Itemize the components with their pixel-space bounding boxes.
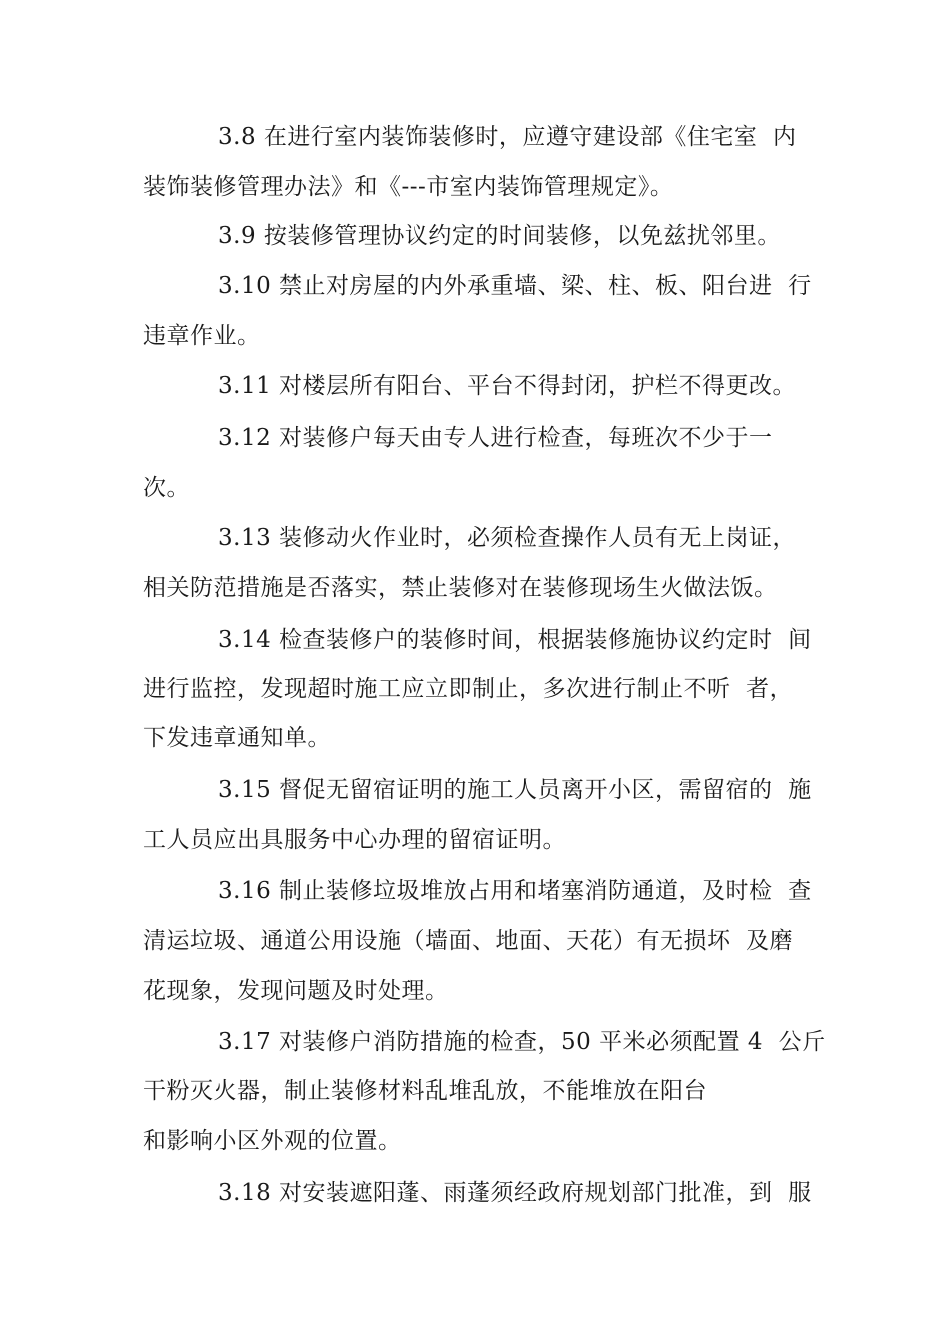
text-line: 3.16 制止装修垃圾堆放占用和堵塞消防通道，及时检 查	[218, 878, 812, 904]
text-line: 花现象，发现问题及时处理。	[143, 978, 449, 1004]
text-line: 违章作业。	[143, 323, 261, 349]
text-line: 次。	[143, 475, 190, 501]
text-line: 3.10 禁止对房屋的内外承重墙、梁、柱、板、阳台进 行	[218, 273, 812, 299]
text-line: 3.13 装修动火作业时，必须检查操作人员有无上岗证，	[218, 525, 797, 551]
text-line: 3.18 对安装遮阳蓬、雨蓬须经政府规划部门批准，到 服	[218, 1180, 812, 1206]
text-line: 3.11 对楼层所有阳台、平台不得封闭，护栏不得更改。	[218, 373, 797, 399]
text-line: 下发违章通知单。	[143, 725, 331, 751]
text-line: 3.17 对装修户消防措施的检查，50 平米必须配置 4 公斤	[218, 1029, 826, 1055]
text-line: 清运垃圾、通道公用设施（墙面、地面、天花）有无损坏 及磨	[143, 928, 794, 954]
text-line: 装饰装修管理办法》和《---市室内装饰管理规定》。	[143, 174, 674, 200]
text-line: 3.8 在进行室内装饰装修时，应遵守建设部《住宅室 内	[218, 124, 797, 150]
text-line: 3.15 督促无留宿证明的施工人员离开小区，需留宿的 施	[218, 777, 812, 803]
text-line: 3.14 检查装修户的装修时间，根据装修施协议约定时 间	[218, 627, 812, 653]
text-line: 3.9 按装修管理协议约定的时间装修，以免兹扰邻里。	[218, 223, 781, 249]
text-line: 干粉灭火器，制止装修材料乱堆乱放，不能堆放在阳台	[143, 1078, 707, 1104]
text-line: 进行监控，发现超时施工应立即制止，多次进行制止不听 者，	[143, 676, 794, 702]
text-line: 3.12 对装修户每天由专人进行检查，每班次不少于一	[218, 425, 773, 451]
text-line: 和影响小区外观的位置。	[143, 1128, 402, 1154]
text-line: 相关防范措施是否落实，禁止装修对在装修现场生火做法饭。	[143, 575, 778, 601]
text-line: 工人员应出具服务中心办理的留宿证明。	[143, 827, 566, 853]
